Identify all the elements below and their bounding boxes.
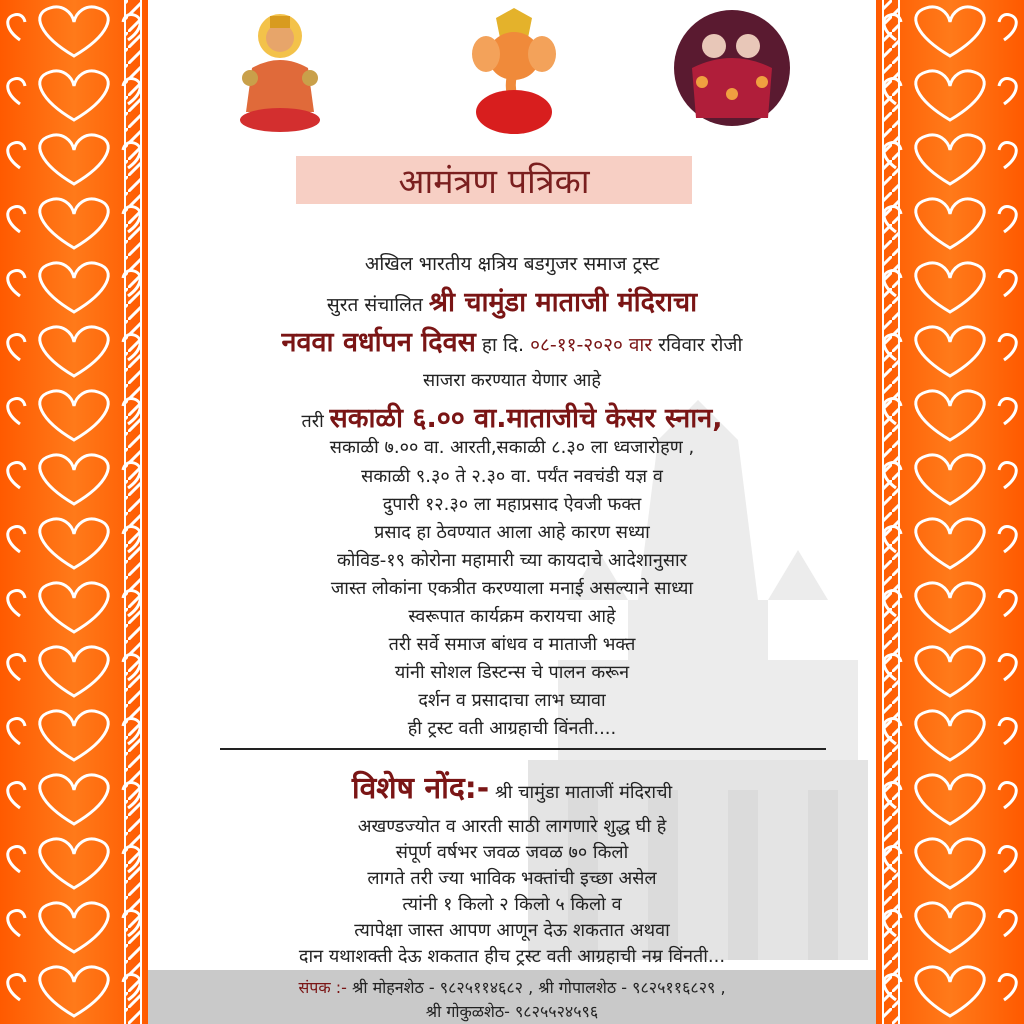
line-13: तरी सर्वे समाज बांधव व माताजी भक्त (388, 634, 636, 655)
line-3-mid: हा दि. (481, 334, 525, 356)
line-14: यांनी सोशल डिस्टन्स चे पालन करून (394, 662, 630, 683)
note-line-3: संपूर्ण वर्षभर जवळ जवळ ७० किलो (395, 842, 629, 863)
left-ornamental-border (0, 0, 148, 1024)
line-5 (148, 398, 876, 435)
line-10: कोविड-१९ कोरोना महामारी च्या कायदाचे आदेशानुसार (336, 550, 688, 571)
line-8: दुपारी १२.३० ला महाप्रसाद ऐवजी फक्त (382, 494, 642, 515)
contact-line-2: श्री गोकुळशेठ- ९८२५५२४५९६ (425, 1002, 599, 1021)
invitation-title: आमंत्रण पत्रिका (398, 162, 590, 202)
line-16: ही ट्रस्ट वती आग्रहाची विंनती.... (407, 718, 617, 739)
line-5-prefix: तरी (301, 411, 324, 432)
line-6: सकाळी ७.०० वा. आरती,सकाळी ८.३० ला ध्वजारोहण , (329, 437, 695, 458)
line-4: साजरा करण्यात येणार आहे (423, 370, 601, 391)
contact-label: संपक :- (298, 978, 347, 997)
heart-pattern-left (0, 0, 148, 1024)
note-line-7: दान यथाशक्ती देऊ शकतात हीच ट्रस्ट वती आग्रहाची नम्र विंनती... (298, 946, 726, 967)
event-date: ०८-११-२०२० वार (530, 334, 653, 356)
note-line-6: त्यापेक्षा जास्त आपण आणून देऊ शकतात अथवा (354, 920, 670, 941)
line-11: जास्त लोकांना एकत्रीत करण्याला मनाई असल्याने साध्या (330, 578, 694, 599)
note-line-1: श्री चामुंडा माताजीं मंदिराची (494, 782, 673, 803)
trust-name: अखिल भारतीय क्षत्रिय बडगुजर समाज ट्रस्ट (364, 253, 660, 275)
line-3-end: रविवार रोजी (658, 334, 743, 356)
hanuman-image (230, 8, 330, 136)
divider-line (220, 748, 826, 750)
line-2 (148, 282, 876, 319)
deity-images-row (148, 8, 876, 138)
ganesha-image (466, 8, 562, 136)
contact-numbers-1: श्री मोहनशेठ - ९८२५११४६८२ , श्री गोपालशेठ - ९८२५११६८२९ , (352, 978, 726, 997)
contact-line-1 (148, 976, 876, 998)
line-9: प्रसाद हा ठेवण्यात आला आहे कारण सध्या (374, 522, 650, 543)
chamunda-mataji-image (672, 8, 792, 128)
invitation-title-box (296, 156, 692, 204)
line-15: दर्शन व प्रसादाचा लाभ घ्यावा (418, 690, 606, 711)
heart-pattern-right (876, 0, 1024, 1024)
note-line-4: लागते तरी ज्या भाविक भक्तांची इच्छा असेल (367, 868, 657, 889)
note-line-2: अखण्डज्योत व आरती साठी लागणारे शुद्ध घी हे (357, 816, 667, 837)
note-line-5: त्यांनी १ किलो २ किलो ५ किलो व (402, 894, 622, 915)
line-12: स्वरूपात कार्यक्रम करायचा आहे (408, 606, 616, 627)
temple-name: श्री चामुंडा माताजी मंदिराचा (428, 287, 698, 318)
saffron-bath-time: सकाळी ६.०० वा.माताजीचे केसर स्नान, (329, 403, 723, 434)
line-7: सकाळी ९.३० ते २.३० वा. पर्यंत नवचंडी यज्ञ व (361, 466, 663, 487)
line-2-prefix: सुरत संचालित (326, 294, 423, 316)
line-3 (148, 322, 876, 359)
special-note-heading: विशेष नोंद:- (351, 771, 490, 806)
right-ornamental-border (876, 0, 1024, 1024)
invitation-card (148, 0, 876, 1024)
anniversary-text: नववा वर्धापन दिवस (281, 327, 476, 358)
note-heading-line (148, 766, 876, 807)
contact-bar (148, 970, 876, 1024)
